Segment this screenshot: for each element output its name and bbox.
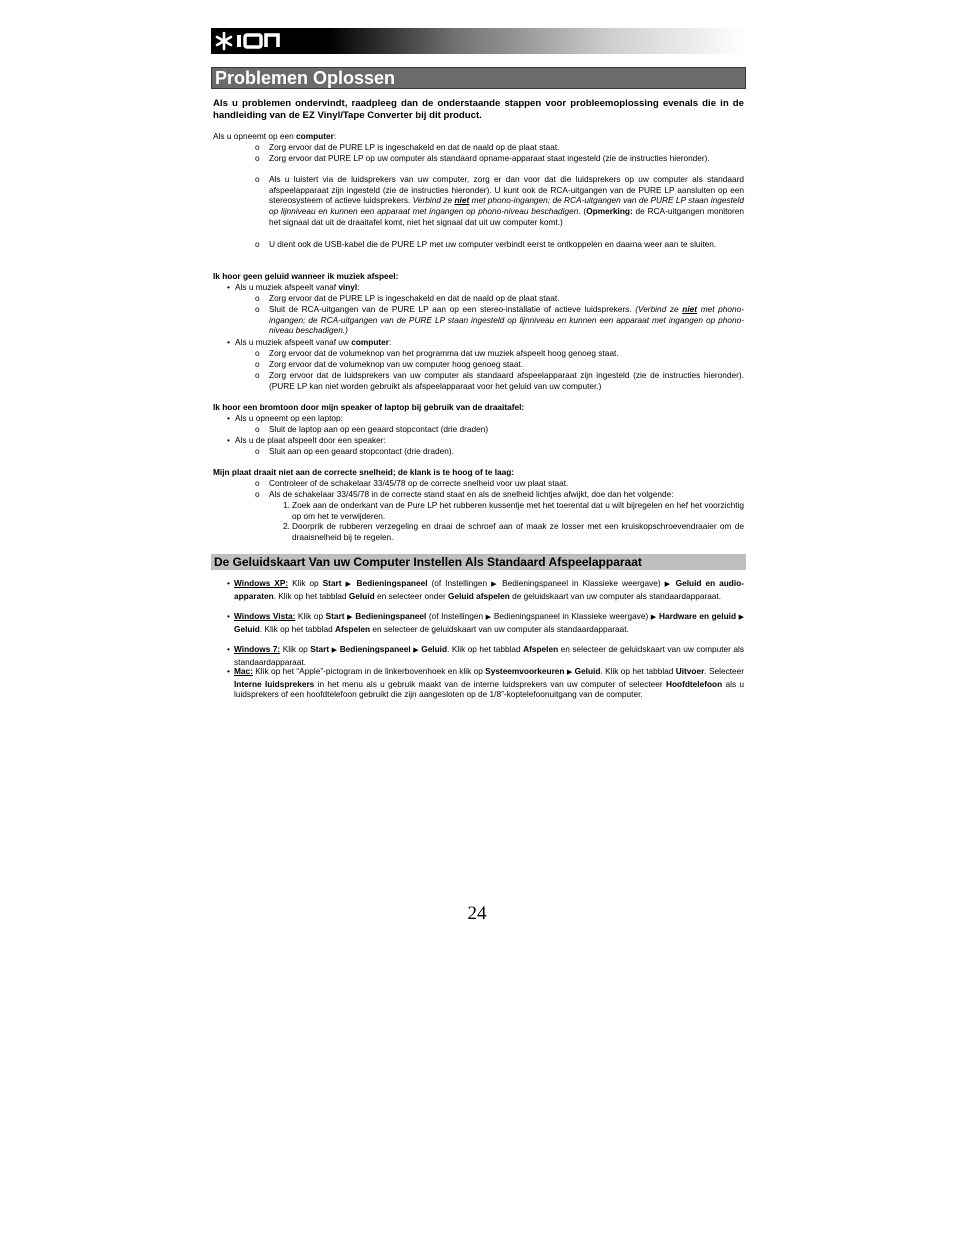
subheading-no-sound: Ik hoor geen geluid wanneer ik muziek afspeel: [213,271,399,281]
vinyl-lead: Als u muziek afspeelt vanaf vinyl: [235,282,360,292]
windows-vista-instructions: Windows Vista: Klik op Start ▶ Bedieningspaneel (of Instellingen ▶ Bedieningspaneel in Klassieke weergave) ▶ Hardware en geluid ▶ Geluid. Klik op het tabblad Afspelen en selecteer de geluidskaart van uw computer als standaardapparaat. [234,611,744,634]
list-item: Als u luistert via de luidsprekers van uw computer, zorg er dan voor dat die luidsprekers op uw computer als standaard afspeelapparaat zijn ingesteld (zie de instructies hieronder). U kunt ook de RCA-uitgangen van de PURE LP aansluiten op een stereosysteem of actieve luidsprekers. Verbind ze niet met phono-ingangen; de RCA-uitgangen van de PURE LP staan ingesteld op lijnniveau en kunnen een apparaat met ingangen op phono-niveau beschadigen. (Opmerking: de RCA-uitgangen monitoren het signaal dat uit de draaitafel komt, niet het signaal dat uit uw computer komt.) [269,174,744,227]
brand-header-bar [211,28,746,54]
bullet-marker: • [227,435,230,445]
bullet-marker: • [227,666,230,676]
list-marker: o [255,174,260,184]
bullet-marker: • [227,578,230,588]
speaker-lead: Als u de plaat afspeelt door een speaker: [235,435,386,445]
list-marker: o [255,293,260,303]
list-item: Zorg ervoor dat de PURE LP is ingeschakeld en dat de naald op de plaat staat. [269,142,560,152]
list-item: U dient ook de USB-kabel die de PURE LP met uw computer verbindt eerst te ontkoppelen en daarna weer aan te sluiten. [269,239,717,249]
windows-7-instructions: Windows 7: Klik op Start ▶ Bedieningspaneel ▶ Geluid. Klik op het tabblad Afspelen en selecteer de geluidskaart van uw computer als standaardapparaat. [234,644,745,667]
computer-lead: Als u muziek afspeelt vanaf uw computer: [235,337,392,347]
list-marker: o [255,304,260,314]
list-item: Sluit de RCA-uitgangen van de PURE LP aan op een stereo-installatie of actieve luidsprekers. (Verbind ze niet met phono-ingangen; de RCA-uitgangen van de PURE LP staan ingesteld op lijnniveau en kunnen een apparaat met ingangen op phono-niveau beschadigen.) [269,304,744,336]
list-item: Zorg ervoor dat de luidsprekers van uw computer als standaard afspeelapparaat zijn ingesteld (zie de instructies hieronder). (PURE LP kan niet worden gebruikt als afspeelapparaat voor het geluid van uw computer.) [269,370,744,391]
list-item: Sluit aan op een geaard stopcontact (drie draden). [269,446,454,456]
list-item: Zorg ervoor dat de volumeknop van uw computer hoog genoeg staat. [269,359,524,369]
list-marker: o [255,489,260,499]
section-title: De Geluidskaart Van uw Computer Instellen Als Standaard Afspeelapparaat [214,555,642,569]
step-item: Doorprik de rubberen verzegeling en draai de schroef aan of maak ze losser met een kruiskopschroevendraaier om de draaisnelheid bij te regelen. [292,521,744,542]
list-marker: o [255,359,260,369]
list-item: Zorg ervoor dat PURE LP op uw computer als standaard opname-apparaat staat ingesteld (zie de instructies hieronder). [269,153,710,163]
list-marker: o [255,370,260,380]
subheading-speed: Mijn plaat draait niet aan de correcte snelheid; de klank is te hoog of te laag: [213,467,515,477]
windows-xp-instructions: Windows XP: Klik op Start ▶ Bedieningspaneel (of Instellingen ▶ Bedieningspaneel in Klassieke weergave) ▶ Geluid en audio-apparaten. Klik op het tabblad Geluid en selecteer onder Geluid afspelen de geluidskaart van uw computer als standaardapparaat. [234,578,744,601]
section-heading-troubleshooting [211,67,746,89]
list-marker: o [255,424,260,434]
mac-instructions: Mac: Klik op het “Apple”-pictogram in de linkerbovenhoek en klik op Systeemvoorkeuren ▶ Geluid. Klik op het tabblad Uitvoer. Selecteer Interne luidsprekers in het menu als u gebruik maakt van de interne luidsprekers van uw computer of selecteer Hoofdtelefoon als u luidsprekers of een hoofdtelefoon gebruikt die zijn aangesloten op de 1/8”-koptelefoonuitgang van de computer. [234,666,745,700]
bullet-marker: • [227,644,230,654]
section-heading-soundcard [211,554,746,570]
list-marker: o [255,142,260,152]
list-item: Als de schakelaar 33/45/78 in de correcte stand staat en als de snelheid lichtjes afwijkt, doe dan het volgende: [269,489,674,499]
laptop-lead: Als u opneemt op een laptop: [235,413,343,423]
ion-logo [215,31,287,51]
section-title: Problemen Oplossen [215,68,396,88]
list-marker: o [255,348,260,358]
step-item: Zoek aan de onderkant van de Pure LP het rubberen kussentje met het toerental dat u wilt bijregelen en hef het voorzichtig op om het te verwijderen. [292,500,744,521]
intro-paragraph: Als u problemen ondervindt, raadpleeg dan de onderstaande stappen voor probleemoplossing evenals die in de handleiding van de EZ Vinyl/Tape Converter bij dit product. [213,98,744,121]
list-marker: o [255,153,260,163]
recording-lead: Als u opneemt op een computer: [213,131,337,141]
bullet-marker: • [227,282,230,292]
bullet-marker: • [227,413,230,423]
list-marker: o [255,478,260,488]
list-marker: o [255,239,260,249]
list-item: Controleer of de schakelaar 33/45/78 op de correcte snelheid voor uw plaat staat. [269,478,569,488]
list-marker: o [255,446,260,456]
step-number: 2. [283,521,290,531]
bullet-marker: • [227,611,230,621]
bullet-marker: • [227,337,230,347]
list-item: Zorg ervoor dat de volumeknop van het programma dat uw muziek afspeelt hoog genoeg staat. [269,348,619,358]
page-number: 24 [467,903,487,924]
subheading-hum: Ik hoor een bromtoon door mijn speaker of laptop bij gebruik van de draaitafel: [213,402,525,412]
list-item: Zorg ervoor dat de PURE LP is ingeschakeld en dat de naald op de plaat staat. [269,293,560,303]
list-item: Sluit de laptop aan op een geaard stopcontact (drie draden) [269,424,489,434]
step-number: 1. [283,500,290,510]
